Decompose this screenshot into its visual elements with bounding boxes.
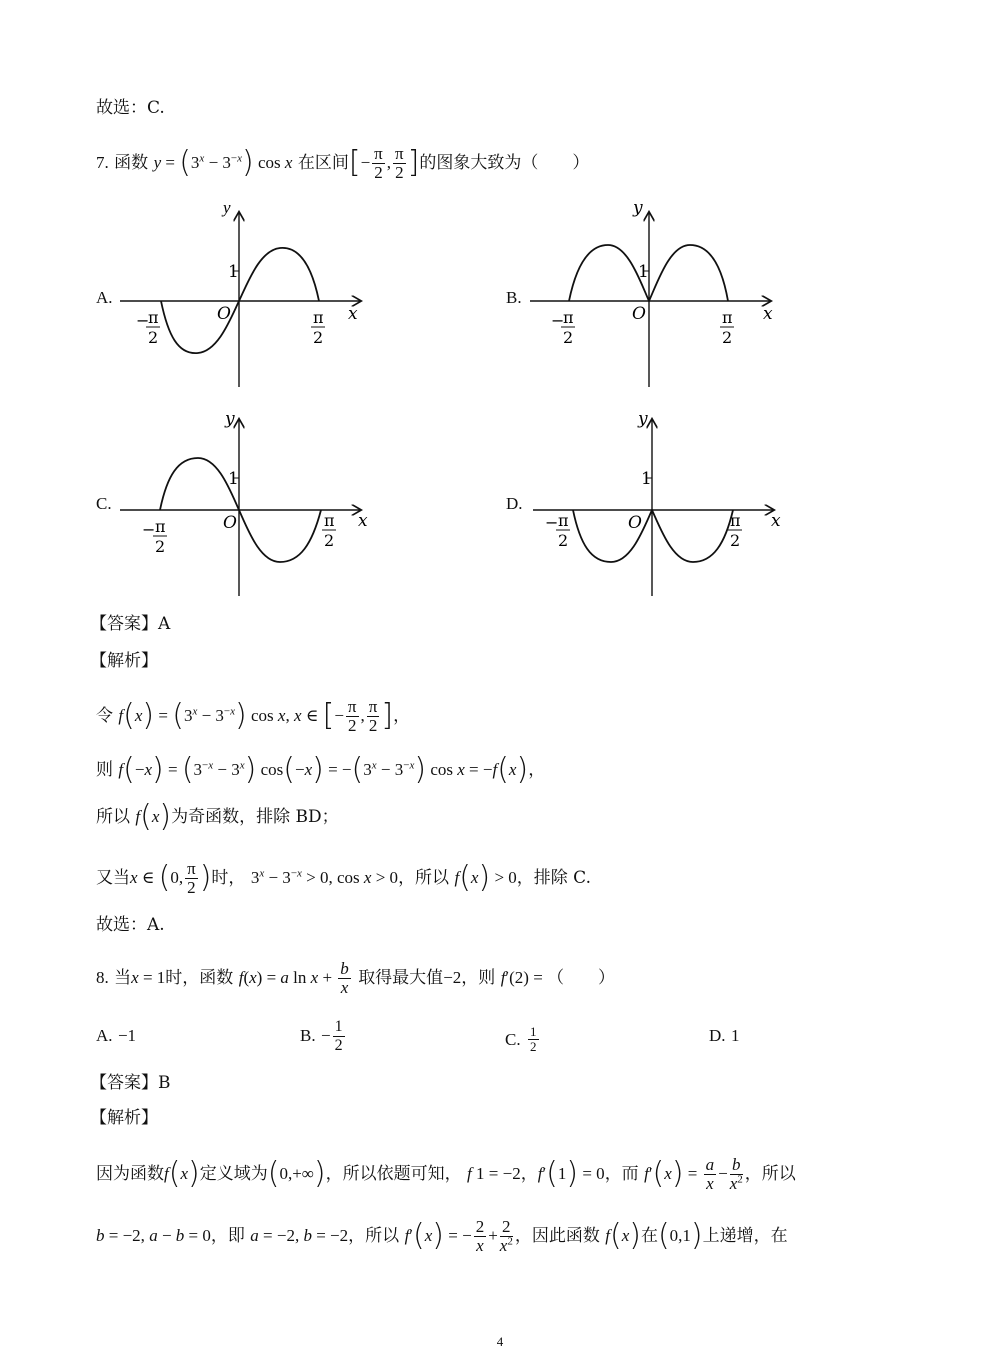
option-b-label[interactable]: B. xyxy=(506,288,522,307)
pos-two: 2 xyxy=(722,328,733,347)
pos-two: 2 xyxy=(324,531,335,550)
q8-option-a[interactable]: A. −1 xyxy=(96,1026,137,1045)
y-label: y xyxy=(638,409,648,429)
q8-option-b[interactable]: B. − $\frac{1}{2}$ xyxy=(300,1018,343,1054)
option-d-label[interactable]: D. xyxy=(506,494,523,513)
q8-option-d[interactable]: D. 1 xyxy=(709,1026,740,1045)
origin-label: O xyxy=(632,304,646,324)
graph-d-plot xyxy=(533,409,783,602)
pos-two: 2 xyxy=(313,328,324,347)
neg-pi: π xyxy=(563,308,574,327)
origin-label: O xyxy=(223,513,237,533)
x-label: x xyxy=(763,304,773,324)
neg-pi: π xyxy=(558,511,569,530)
q8-option-c[interactable]: C. $\frac{1}{2}$ xyxy=(505,1024,537,1054)
pos-pi: π xyxy=(313,308,324,327)
question-8: 8. 当x = 1时，函数 f(x) = a ln x + $\frac{b}{x}$ 取得最大值−2，则 f′(2) = （ ） xyxy=(96,959,616,997)
graph-c-plot xyxy=(120,409,370,602)
neg-two: 2 xyxy=(155,537,166,556)
solution-7-line-4: 又当x ∈ (0, $\frac{\pi}{2}$ )时， $3^x - 3^{-x} > 0$, cos x > 0，所以 f(x) > 0，排除 C. xyxy=(96,859,591,897)
solution-7-line-3: 所以 f(x)为奇函数，排除 BD； xyxy=(96,799,339,834)
solution-7-line-1: 令 $f(x) = (3^x - 3^{-x})$ cos x, x ∈ [− $\frac{\pi}{2}$ , $\frac{\pi}{2}$ ]， xyxy=(96,697,411,735)
analysis-7-heading: 【解析】 xyxy=(90,651,158,671)
origin-label: O xyxy=(628,513,642,533)
page-number: 4 xyxy=(496,1334,504,1349)
graph-d[interactable] xyxy=(533,409,783,607)
x-label: x xyxy=(348,304,358,324)
graph-a[interactable] xyxy=(120,198,370,400)
neg-sign: − xyxy=(551,311,565,330)
pos-pi: π xyxy=(324,511,335,530)
neg-pi: π xyxy=(155,517,166,536)
x-label: x xyxy=(771,511,781,531)
neg-pi: π xyxy=(148,308,159,327)
y-one-label: 1 xyxy=(638,262,649,282)
solution-7-line-2: 则 $f(-x) = (3^{-x} - 3^x) \cos(-x) = -(3^x - 3^{-x})$ cos x = −f(x)， xyxy=(96,752,546,787)
neg-two: 2 xyxy=(563,328,574,347)
neg-two: 2 xyxy=(148,328,159,347)
question-7: 7. 函数 $y = (3^x - 3^{-x})$ cos x 在区间[− $\frac{\pi}{2}$ , $\frac{\pi}{2}$ ]的图象大致为（ ） xyxy=(96,144,590,182)
neg-sign: − xyxy=(545,513,559,532)
final-answer-7: 故选：A. xyxy=(96,915,165,935)
answer-7: 【答案】A xyxy=(90,614,171,634)
graph-b-plot xyxy=(530,198,780,395)
graph-c[interactable] xyxy=(120,409,370,607)
y-label: y xyxy=(633,198,643,218)
curve xyxy=(573,510,733,562)
solution-8-line-2: b = −2, a − b = 0，即 a = −2, b = −2，所以 f′(x) = − $\frac{2}{x}$ + $\frac{2}{x^2}$ ，因此函数 f(x)在(0,1)上递增，在 xyxy=(96,1217,788,1255)
pos-two: 2 xyxy=(730,531,741,550)
answer-8: 【答案】B xyxy=(90,1073,171,1093)
graph-a-plot xyxy=(120,198,370,395)
option-c-label[interactable]: C. xyxy=(96,494,112,513)
neg-sign: − xyxy=(142,520,156,539)
y-one-label: 1 xyxy=(228,469,239,489)
y-one-label: 1 xyxy=(228,262,239,282)
neg-sign: − xyxy=(136,311,150,330)
pos-pi: π xyxy=(722,308,733,327)
analysis-8-heading: 【解析】 xyxy=(90,1108,158,1128)
solution-8-line-1: 因为函数f(x)定义域为(0,+∞)，所以依题可知， f 1 = −2，f′(1) = 0，而 f′(x) = $\frac{a}{x}$ − $\frac{b}{x^2}$ ，所以 xyxy=(96,1155,796,1193)
y-label: y xyxy=(225,409,235,429)
x-label: x xyxy=(358,511,368,531)
y-label: y xyxy=(223,198,231,217)
origin-label: O xyxy=(217,304,231,324)
previous-answer-line: 故选：C. xyxy=(96,98,165,118)
option-a-label[interactable]: A. xyxy=(96,288,113,307)
graph-b[interactable] xyxy=(530,198,780,400)
y-one-label: 1 xyxy=(641,469,652,489)
pos-pi: π xyxy=(730,511,741,530)
neg-two: 2 xyxy=(558,531,569,550)
